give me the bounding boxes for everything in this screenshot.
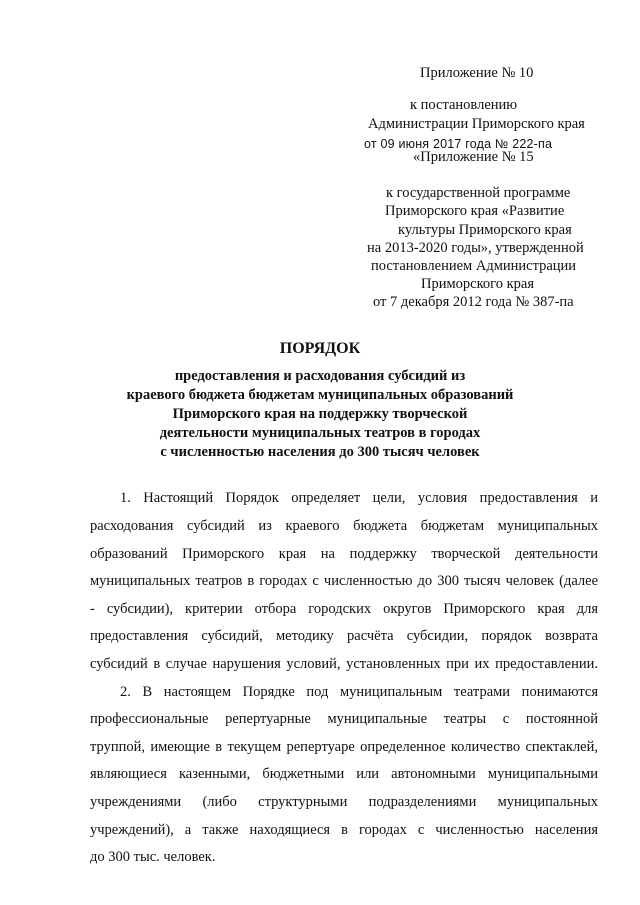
subtitle-line: с численностью населения до 300 тысяч человек — [160, 444, 480, 460]
paragraph-line: учреждениями (либо структурными подразделениями муниципальных — [90, 794, 598, 810]
program-line: культуры Приморского края — [398, 222, 572, 238]
administration-label: Администрации Приморского края — [368, 116, 585, 132]
paragraph-line: образований Приморского края на поддержку творческой деятельности — [90, 546, 598, 562]
subtitle-line: Приморского края на поддержку творческой — [172, 406, 468, 422]
paragraph-line: - субсидии), критерии отбора городских округов Приморского края для — [90, 601, 598, 617]
page-title: ПОРЯДОК — [279, 340, 361, 357]
paragraph-line: расходования субсидий из краевого бюджета бюджетам муниципальных — [90, 518, 598, 534]
subtitle-line: деятельности муниципальных театров в городах — [159, 425, 481, 441]
paragraph-line: муниципальных театров в городах с численностью до 300 тысяч человек (далее — [90, 573, 598, 589]
appendix-number: Приложение № 10 — [420, 65, 534, 81]
paragraph-line: учреждений), а также находящиеся в городах с численностью населения — [90, 822, 598, 838]
subtitle-line: краевого бюджета бюджетам муниципальных образований — [126, 387, 514, 403]
program-line: на 2013-2020 годы», утвержденной — [367, 240, 584, 256]
program-line: к государственной программе — [386, 185, 571, 201]
paragraph-line: труппой, имеющие в текущем репертуаре определенное количество спектаклей, — [90, 739, 598, 755]
program-line: Приморского края «Развитие — [385, 203, 565, 219]
paragraph-line: субсидий в случае нарушения условий, установленных при их предоставлении. — [90, 656, 598, 672]
paragraph-line: 2. В настоящем Порядке под муниципальным театрами понимаются — [120, 684, 598, 700]
paragraph-line: до 300 тыс. человек. — [90, 849, 216, 865]
program-line: Приморского края — [421, 276, 535, 292]
program-line: постановлением Администрации — [371, 258, 577, 274]
paragraph-line: 1. Настоящий Порядок определяет цели, условия предоставления и — [120, 490, 598, 506]
to-resolution-label: к постановлению — [410, 97, 518, 113]
previous-appendix-label: «Приложение № 15 — [413, 149, 534, 165]
paragraph-line: профессиональные репертуарные муниципальные театры с постоянной — [90, 711, 598, 727]
program-line: от 7 декабря 2012 года № 387-па — [373, 294, 574, 310]
subtitle-line: предоставления и расходования субсидий из — [174, 368, 466, 384]
paragraph-line: предоставления субсидий, методику расчёта субсидии, порядок возврата — [90, 628, 598, 644]
paragraph-line: являющиеся казенными, бюджетными или автономными муниципальными — [90, 766, 598, 782]
date-stamp: от 09 июня 2017 года № 222-па — [364, 137, 553, 151]
